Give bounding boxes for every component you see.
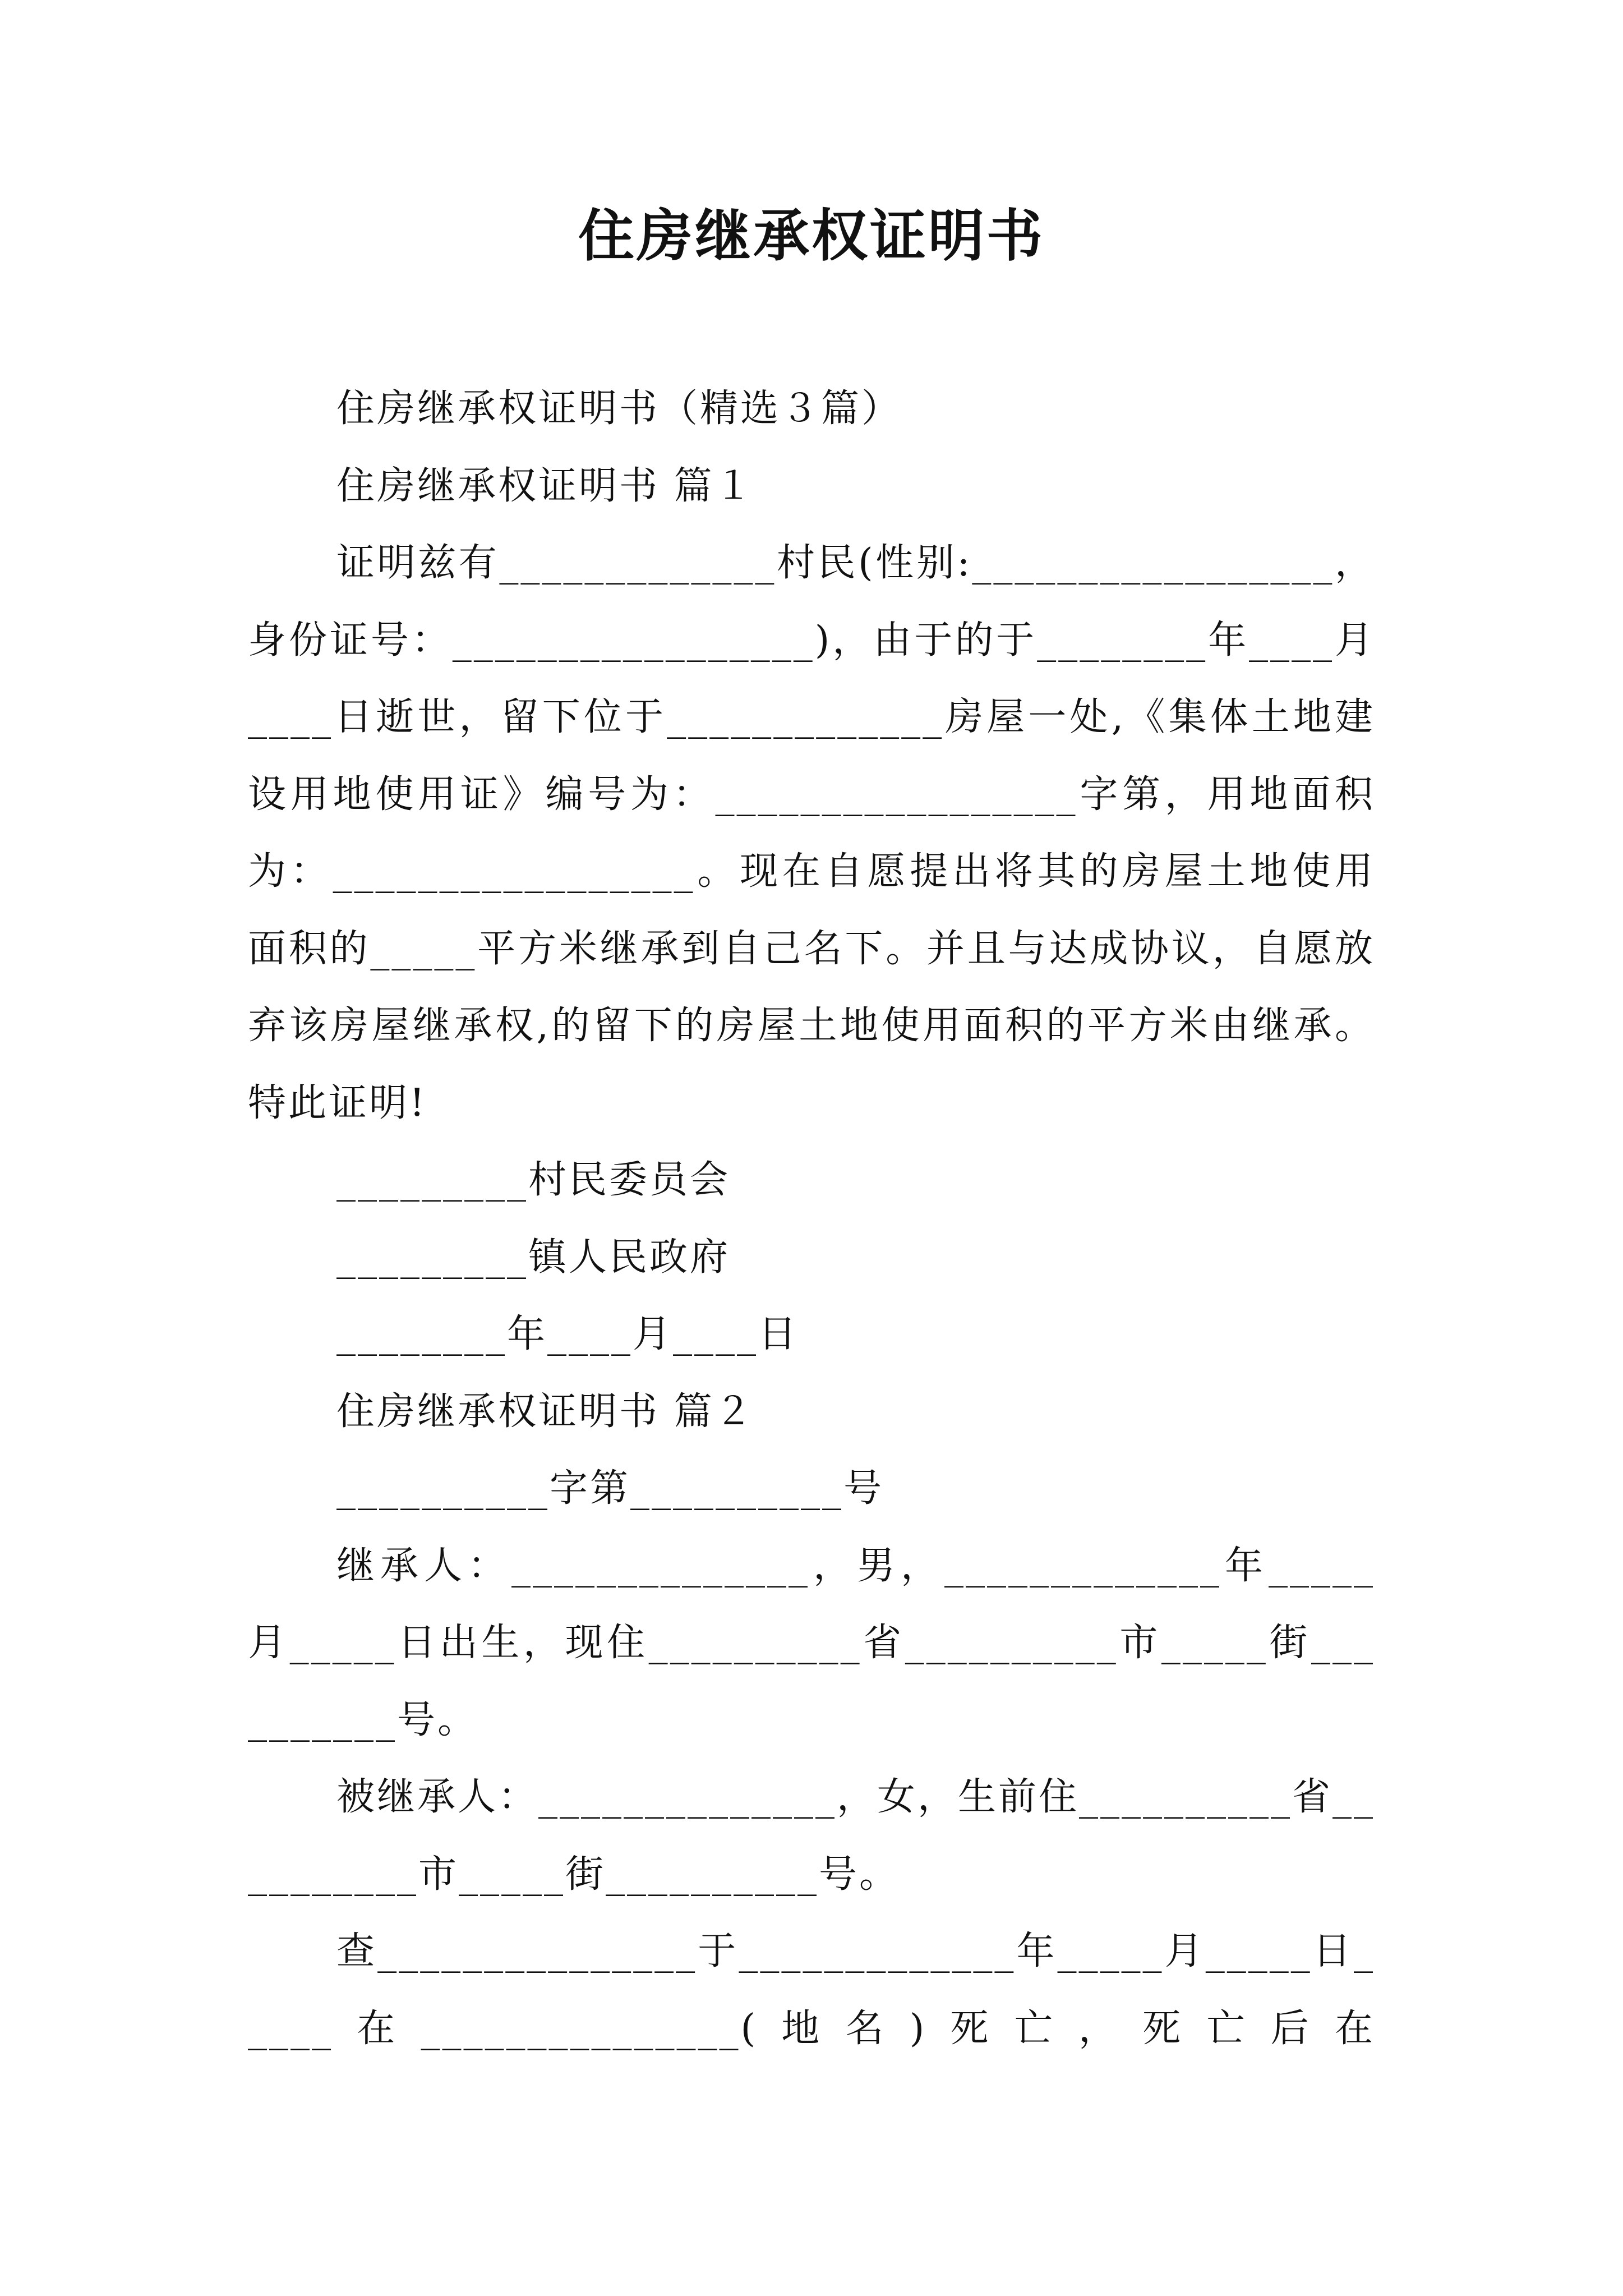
paragraph-investigation: 查_______________于_____________年_____月_____日_____在_______________(地名)死亡，死亡后在	[248, 1929, 1375, 2051]
paragraph-date: ________年____月____日	[336, 1312, 799, 1356]
paragraph-section-2-heading: 住房继承权证明书 篇２	[336, 1389, 755, 1434]
paragraph-town-government: _________镇人民政府	[336, 1235, 731, 1280]
paragraph-section-1-heading: 住房继承权证明书 篇１	[336, 463, 755, 508]
paragraph-section-1-body: 证明兹有_____________村民(性别:_________________，身份证号：_________________)，由于的于________年____月____日逝世，留下位于_____________房屋一处,《集体土地建设用地使用证》编号为：_________________字第，用地面积为：_________________。现在自愿提出将其的房屋土地使用面积的_____平方米继承到自己名下。并且与达成协议，自愿放弃该房屋继承权,的留下的房屋土地使用面积的平方米由继承。特此证明!	[248, 541, 1375, 1125]
document-title: 住房继承权证明书	[578, 203, 1045, 269]
paragraph-heir: 继承人：______________，男，_____________年_____月_____日出生，现住__________省__________市_____街__________号。	[248, 1543, 1375, 1742]
paragraph-decedent: 被继承人：______________，女，生前住__________省__________市_____街__________号。	[248, 1775, 1376, 1897]
paragraph-village-committee: _________村民委员会	[336, 1158, 731, 1202]
paragraph-certificate-number: __________字第__________号	[336, 1466, 884, 1511]
paragraph-subtitle: 住房继承权证明书（精选３篇）	[336, 386, 902, 431]
document-body	[248, 370, 1375, 2067]
